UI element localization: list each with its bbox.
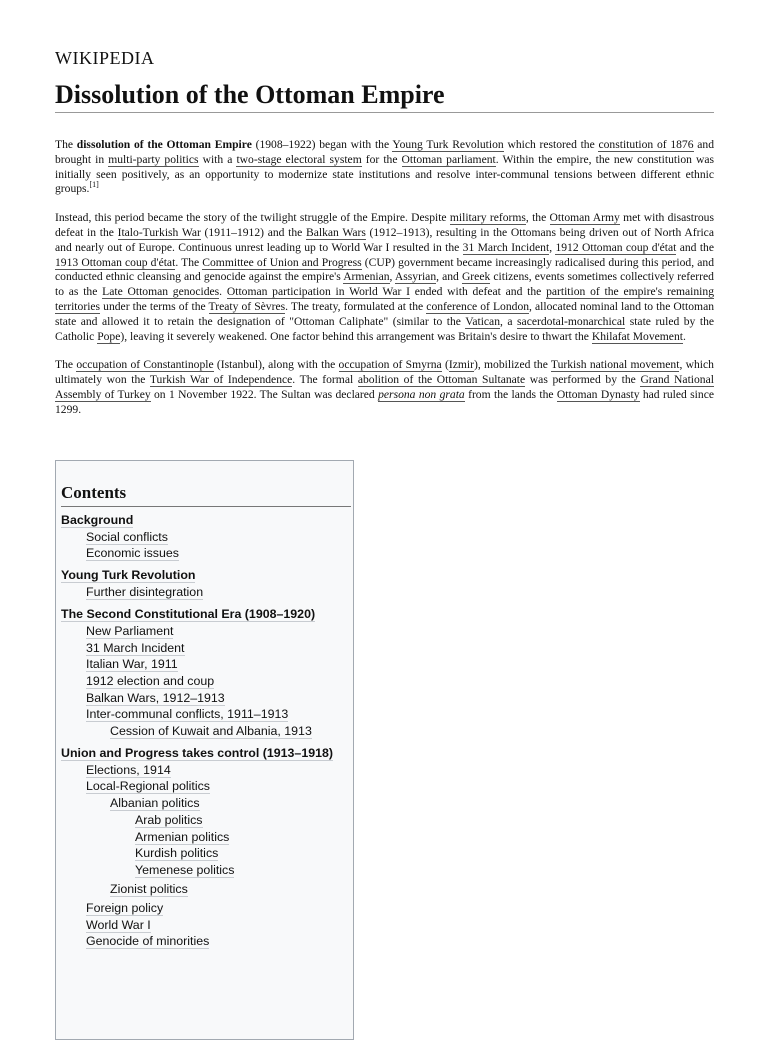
intro-paragraph-1 — [55, 138, 714, 197]
article-link[interactable]: Armenian — [343, 270, 390, 284]
toc-item[interactable] — [110, 882, 188, 897]
toc-item[interactable] — [135, 813, 203, 828]
text-run: . The — [175, 255, 203, 269]
text-run: met with disastrous defeat in the — [55, 211, 714, 239]
text-run: ), mobilized the — [473, 358, 551, 372]
article-link[interactable]: Assyrian — [394, 270, 437, 284]
text-run: state ruled by the Catholic — [55, 314, 715, 343]
toc-item-label: Young Turk Revolution — [61, 568, 196, 583]
citation-link[interactable]: [1] — [89, 180, 99, 190]
text-run: which restored the — [503, 138, 599, 151]
text-run: , — [549, 240, 556, 254]
toc-item-label: Zionist politics — [110, 881, 188, 896]
toc-item-label: Kurdish politics — [135, 846, 219, 861]
toc-item-label: Elections, 1914 — [86, 762, 171, 777]
text-run: (Istanbul), along with the — [213, 358, 339, 372]
text-run: was performed by the — [525, 373, 641, 387]
toc-item-label: The Second Constitutional Era (1908–1920) — [61, 607, 316, 622]
article-link[interactable]: Treaty of Sèvres — [208, 299, 286, 313]
text-run: (1911–1912) and the — [200, 225, 306, 239]
toc-item-label: Union and Progress takes control (1913–1918) — [61, 746, 334, 760]
article-link[interactable]: Italo-Turkish War — [117, 225, 201, 239]
text-run: . The formal — [292, 373, 358, 387]
article-link[interactable]: Young Turk Revolution — [392, 138, 504, 151]
toc-item[interactable] — [86, 779, 210, 794]
article-link[interactable]: 1912 Ottoman coup d'état — [555, 240, 677, 254]
article-body — [55, 138, 714, 432]
article-link[interactable]: Late Ottoman genocides — [102, 285, 220, 299]
text-run: (1912–1913), resulting in the Ottomans being driven out of North Africa and nearly out of Europe. Continuous unrest leading up to World War I resulted in the — [55, 225, 714, 254]
wikipedia-wordmark[interactable] — [55, 48, 155, 69]
wordmark-last-letter: A — [141, 48, 155, 68]
toc-item[interactable] — [135, 830, 229, 845]
text-run: for the — [361, 152, 402, 166]
toc-item[interactable] — [86, 641, 185, 656]
text-run: citizens, events sometimes collectively referred to as the — [55, 270, 714, 299]
table-of-contents — [55, 460, 354, 1040]
text-run: The — [55, 358, 77, 372]
text-run: ), leaving it severely weakened. One factor behind this arrangement was Britain's desire to thwart the — [120, 329, 592, 343]
text-run: The — [55, 138, 77, 151]
text-run: had ruled since 1299. — [55, 387, 714, 416]
toc-item-label: Arab politics — [135, 812, 203, 827]
text-run: , a — [500, 314, 518, 328]
toc-item-label: World War I — [86, 917, 151, 932]
article-link[interactable]: constitution of 1876 — [598, 138, 694, 151]
toc-item-label: Local-Regional politics — [86, 779, 210, 794]
toc-item-label: Further disintegration — [86, 585, 204, 600]
article-link[interactable]: occupation of Smyrna — [338, 358, 442, 372]
toc-divider — [61, 506, 351, 507]
text-run: , and — [436, 270, 462, 284]
text-run: ended with defeat and the — [409, 285, 547, 299]
article-link[interactable]: Vatican — [465, 314, 500, 328]
article-link[interactable]: Pope — [97, 329, 121, 343]
toc-item[interactable] — [110, 724, 312, 739]
toc-item[interactable] — [86, 657, 178, 672]
article-link[interactable]: Turkish national movement — [550, 358, 680, 372]
wordmark-middle: IKIPEDI — [72, 48, 141, 68]
text-run: , allocated nominal land to the Ottoman state and allowed it to retain the designation of "Ottoman Caliphate" (similar to the — [55, 299, 715, 328]
text-run: from the lands the — [464, 387, 557, 401]
text-run: . Within the empire, the new constitution was initially seen positively, as an opportunity to modernize state institutions and resolve inter-communal tensions between different ethnic groups. — [55, 152, 715, 196]
toc-item[interactable] — [86, 934, 209, 949]
bold-term: dissolution of the Ottoman Empire — [76, 138, 252, 151]
article-link[interactable]: partition of the empire's remaining territories — [55, 285, 714, 313]
article-link[interactable]: Izmir — [448, 358, 474, 372]
article-link[interactable]: Committee of Union and Progress — [202, 255, 362, 269]
toc-item[interactable] — [61, 746, 333, 761]
text-run: . — [682, 329, 686, 343]
toc-item[interactable] — [110, 796, 200, 811]
toc-item[interactable] — [61, 607, 315, 622]
text-run: . — [219, 285, 227, 299]
text-run: Instead, this period became the story of the twilight struggle of the Empire. Despite — [55, 211, 450, 225]
toc-item[interactable] — [86, 624, 173, 639]
toc-item-label: Social conflicts — [86, 529, 168, 544]
intro-paragraph-2 — [55, 211, 714, 344]
toc-item-label: Inter-communal conflicts, 1911–1913 — [86, 707, 289, 722]
text-run: (1908–1922) began with the — [251, 138, 393, 151]
toc-item-label: Albanian politics — [110, 796, 200, 811]
toc-item[interactable] — [61, 568, 195, 583]
text-run: with a — [198, 152, 237, 166]
toc-item-label: 1912 election and coup — [86, 673, 215, 688]
article-link[interactable]: persona non grata — [378, 387, 465, 401]
text-run: and brought in — [55, 138, 714, 166]
toc-item-label: Balkan Wars, 1912–1913 — [86, 690, 225, 705]
text-run: , — [389, 270, 395, 284]
toc-item-label: Genocide of minorities — [86, 934, 210, 949]
article-link[interactable]: Balkan Wars — [306, 225, 366, 239]
article-link[interactable]: Ottoman parliament — [401, 152, 496, 166]
page-title: Dissolution of the Ottoman Empire — [55, 80, 445, 109]
text-run: . The treaty, formulated at the — [285, 299, 427, 313]
article-link[interactable]: Ottoman participation in World War I — [226, 285, 410, 299]
toc-item[interactable] — [61, 513, 133, 528]
toc-item[interactable] — [86, 918, 151, 933]
toc-item-label: Italian War, 1911 — [86, 657, 178, 672]
wordmark-first-letter: W — [55, 48, 73, 68]
article-link[interactable]: Turkish War of Independence — [149, 373, 293, 387]
article-link[interactable]: conference of London — [426, 299, 530, 313]
toc-title: Contents — [61, 483, 127, 502]
article-link[interactable]: military reforms — [449, 211, 526, 225]
text-run: under the terms of the — [100, 299, 209, 313]
toc-item[interactable] — [86, 763, 171, 778]
article-link[interactable]: Ottoman Army — [549, 211, 620, 225]
article-link[interactable]: multi-party politics — [108, 152, 199, 166]
toc-item[interactable] — [86, 530, 168, 545]
toc-item-label: Cession of Kuwait and Albania, 1913 — [110, 724, 312, 738]
toc-item[interactable] — [86, 707, 288, 722]
toc-item-label: Armenian politics — [135, 829, 230, 844]
text-run: on 1 November 1922. The Sultan was declared — [150, 387, 379, 401]
article-link[interactable]: sacerdotal-monarchical — [517, 314, 626, 328]
article-link[interactable]: two-stage electoral system — [236, 152, 362, 166]
toc-item-label: New Parliament — [86, 623, 174, 638]
article-link[interactable]: Khilafat Movement — [591, 329, 683, 343]
toc-item-label: Economic issues — [86, 546, 179, 561]
article-link[interactable]: occupation of Constantinople — [76, 358, 214, 372]
toc-item[interactable] — [86, 901, 163, 916]
title-divider — [55, 112, 714, 113]
toc-item-label: Background — [61, 513, 134, 527]
text-run: and the — [676, 240, 714, 254]
article-link[interactable]: Ottoman Dynasty — [556, 387, 640, 401]
toc-item[interactable] — [135, 863, 234, 878]
toc-item[interactable] — [135, 846, 218, 861]
article-link[interactable]: 31 March Incident — [462, 240, 550, 254]
article-link[interactable]: 1913 Ottoman coup d'état — [55, 255, 176, 269]
text-run: , the — [525, 211, 550, 225]
toc-item[interactable] — [86, 585, 203, 600]
article-link[interactable]: Greek — [461, 270, 491, 284]
text-run: (CUP) government became increasingly radicalised during this period, and conducted ethnic cleansing and genocide against the empire's — [55, 255, 714, 284]
text-run: ( — [441, 358, 449, 372]
intro-paragraph-3 — [55, 358, 714, 417]
article-link[interactable]: Grand National Assembly of Turkey — [55, 373, 714, 401]
toc-item[interactable] — [86, 691, 225, 706]
article-link[interactable]: abolition of the Ottoman Sultanate — [357, 373, 526, 387]
toc-item-label: 31 March Incident — [86, 640, 185, 655]
toc-item[interactable] — [86, 674, 214, 689]
text-run: , which ultimately won the — [55, 358, 714, 387]
toc-item[interactable] — [86, 546, 179, 561]
toc-item-label: Foreign policy — [86, 900, 164, 915]
toc-item-label: Yemenese politics — [135, 862, 235, 877]
